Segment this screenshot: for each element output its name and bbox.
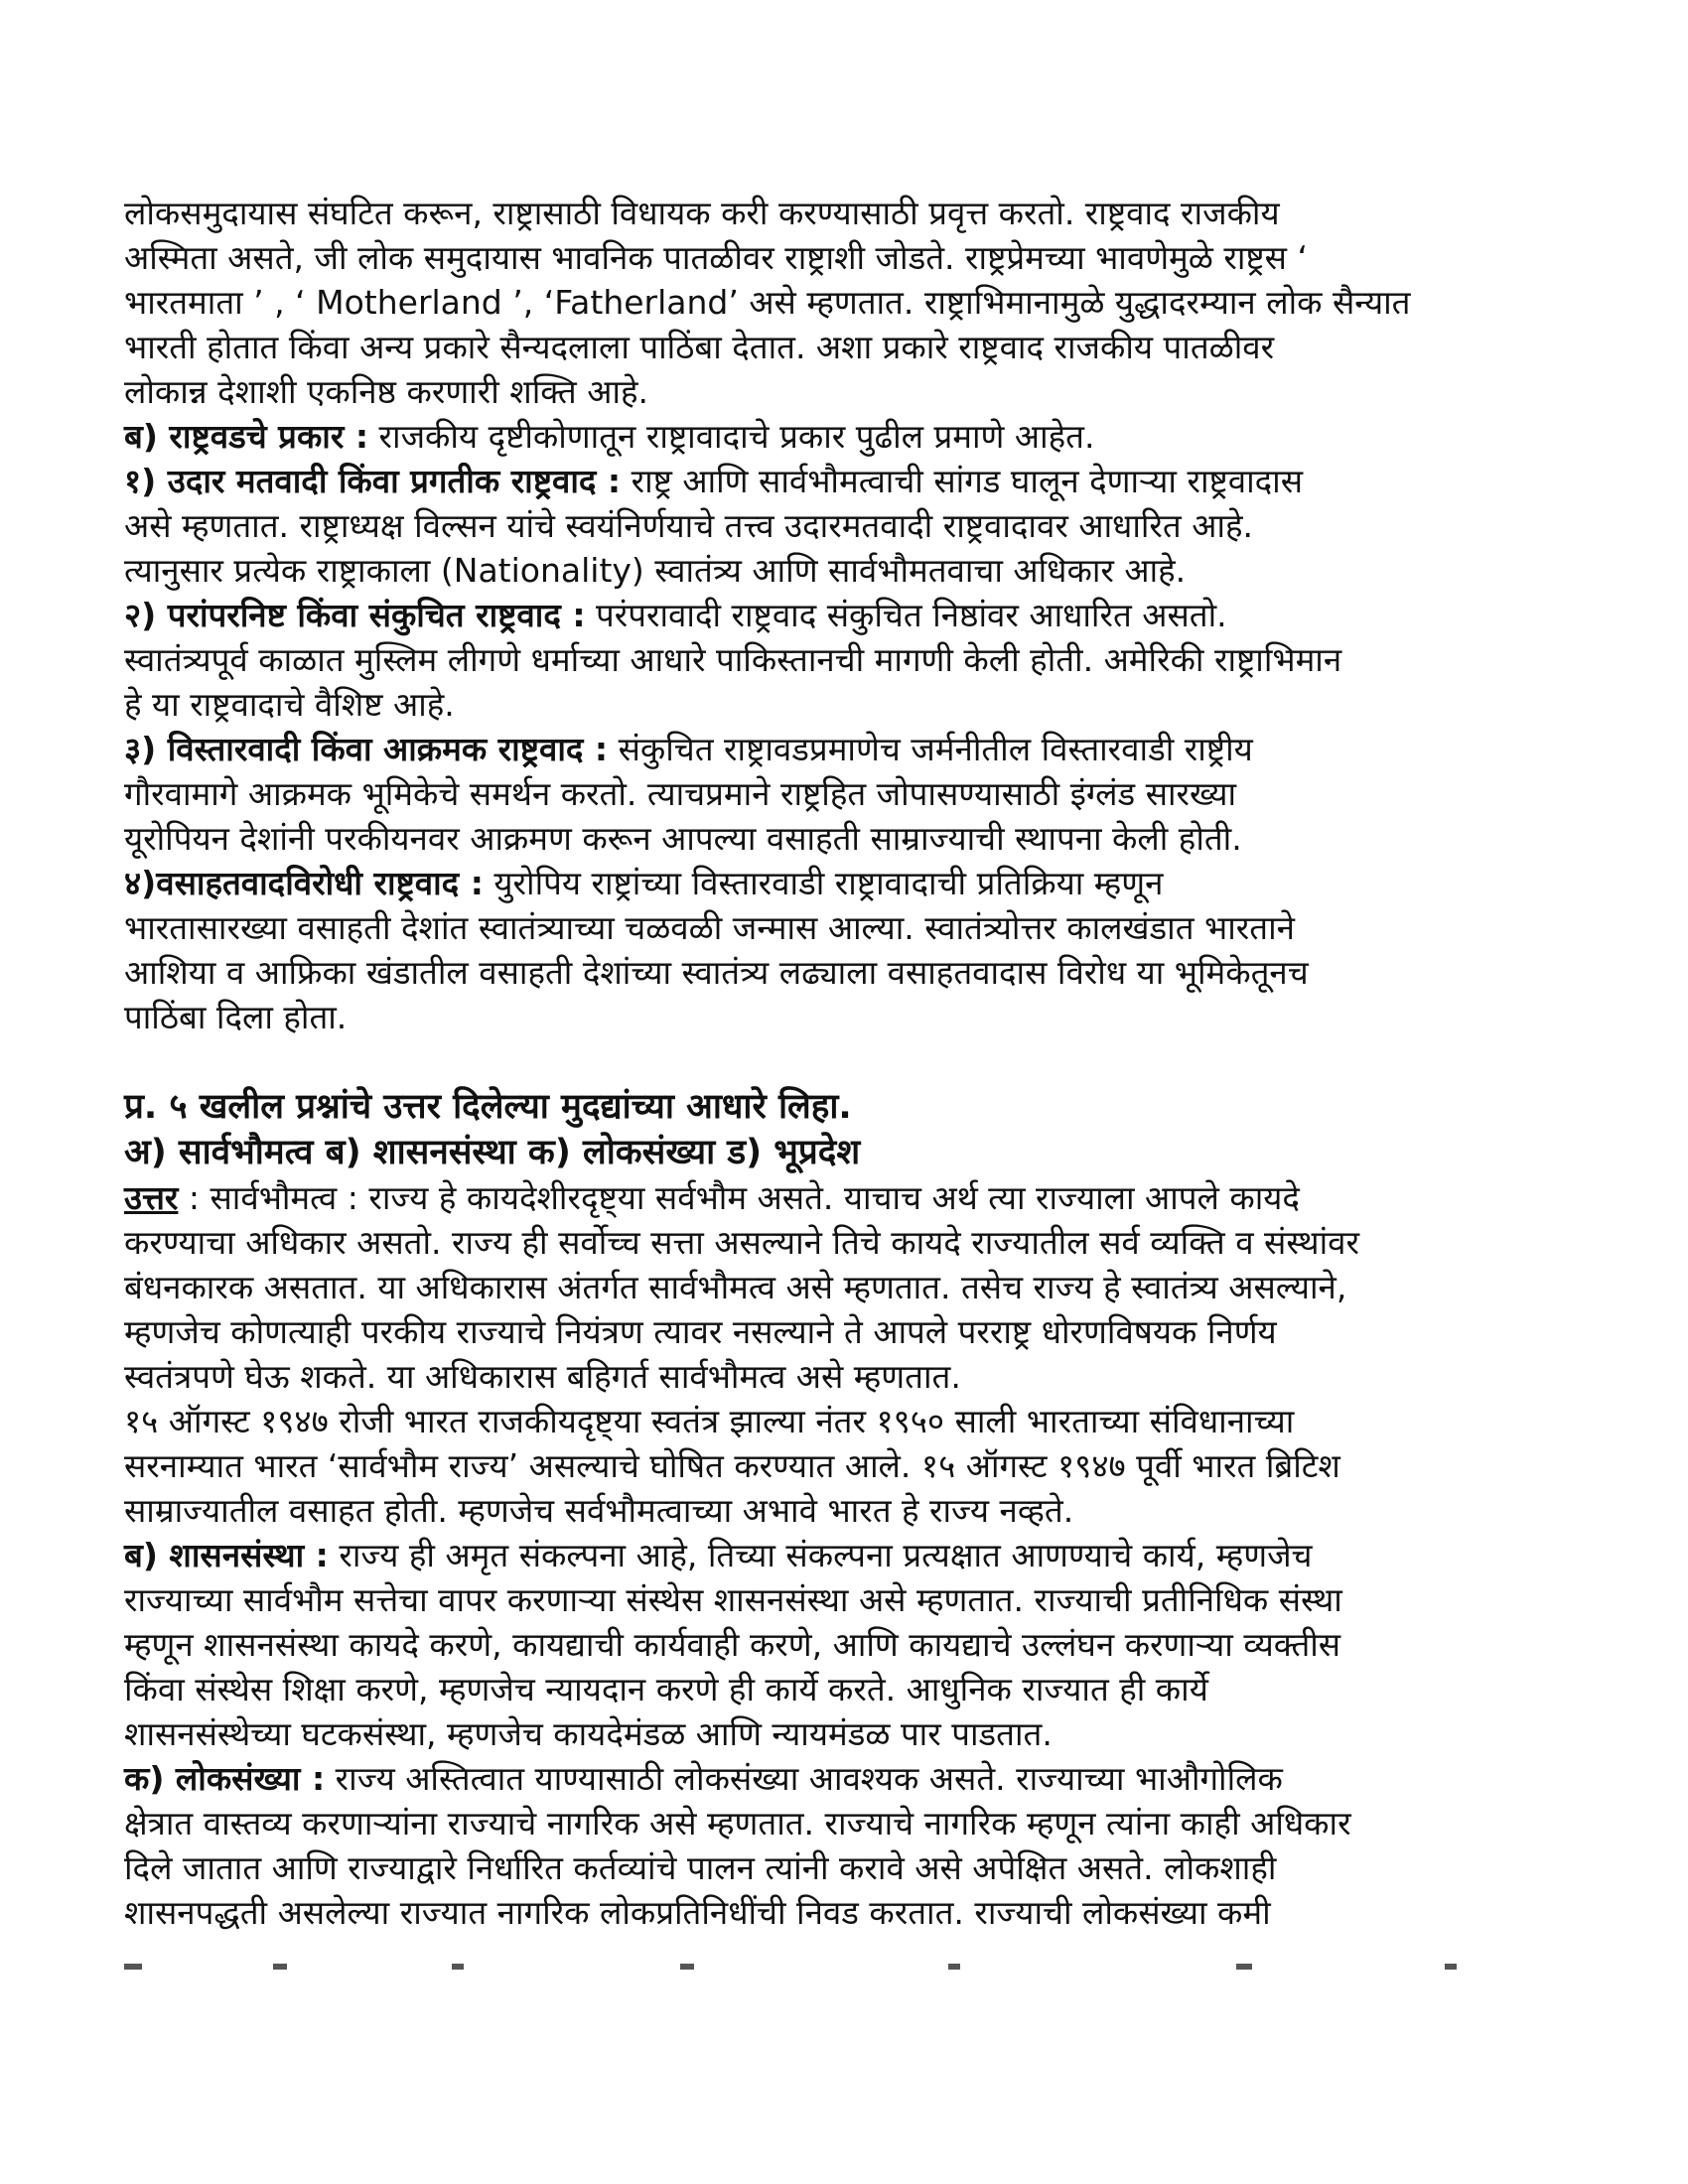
type-1-continued: असे म्हणतात. राष्ट्राध्यक्ष विल्सन यांचे स्वयंनिर्णयाचे तत्त्व उदारमतवादी राष्ट्रवादावर आधारित आहे. — [124, 506, 1253, 545]
answer-continued: साम्राज्यातील वसाहत होती. म्हणजेच सर्वभौमत्वाच्या अभावे भारत हे राज्य नव्हते. — [124, 1491, 1074, 1530]
question-5-points: अ) सार्वभौमत्व ब) शासनसंस्था क) लोकसंख्या ड) भूप्रदेश — [124, 1133, 861, 1172]
types-heading-text: राजकीय दृष्टीकोणातून राष्ट्रावादाचे प्रकार पुढील प्रमाणे आहेत. — [368, 417, 1095, 456]
type-3-label: ३) विस्तारवादी किंवा आक्रमक राष्ट्रवाद : — [124, 730, 609, 768]
government-continued: म्हणून शासनसंस्था कायदे करणे, कायद्याची कार्यवाही करणे, आणि कायद्याचे उल्लंघन करणाऱ्या व्यक्तीस — [124, 1625, 1341, 1664]
government-line — [124, 1533, 1574, 1577]
population-continued: शासनपद्धती असलेल्या राज्यात नागरिक लोकप्रतिनिधींची निवड करतात. राज्याची लोकसंख्या कमी — [124, 1893, 1271, 1932]
government-label: ब) शासनसंस्था : — [124, 1536, 329, 1574]
type-3-continued: गौरवामागे आक्रमक भूमिकेचे समर्थन करतो. त्याचप्रमाने राष्ट्रहित जोपासण्यासाठी इंग्लंड सारख्या — [124, 774, 1237, 813]
type-3-text: संकुचित राष्ट्रावडप्रमाणेच जर्मनीतील विस्तारवाडी राष्ट्रीय — [608, 730, 1253, 768]
intro-line: अस्मिता असते, जी लोक समुदायास भावनिक पातळीवर राष्ट्राशी जोडते. राष्ट्रप्रेमच्या भावणेमुळे राष्ट्रस ‘ — [124, 238, 1308, 277]
type-4-continued: भारतासारख्या वसाहती देशांत स्वातंत्र्याच्या चळवळी जन्मास आल्या. स्वातंत्र्योत्तर कालखंडात भारताने — [124, 908, 1295, 947]
type-1-label: १) उदार मतवादी किंवा प्रगतीक राष्ट्रवाद : — [124, 462, 622, 500]
type-2-text: परंपरावादी राष्ट्रवाद संकुचित निष्ठांवर आधारित असतो. — [585, 596, 1227, 634]
document-page — [124, 191, 1574, 1935]
section-spacer — [124, 1039, 1574, 1084]
type-1-line — [124, 459, 1574, 503]
question-5-title: प्र. ५ खलील प्रश्नांचे उत्तर दिलेल्या मुदद्यांच्या आधारे लिहा. — [124, 1087, 852, 1127]
intro-line: भारतमाता ’ , ‘ Motherland ’, ‘Fatherland’ असे म्हणतात. राष्ट्राभिमानामुळे युद्धादरम्यान लोक सैन्यात — [124, 283, 1411, 322]
type-1-text: राष्ट्र आणि सार्वभौमत्वाची सांगड घालून देणाऱ्या राष्ट्रवादास — [621, 462, 1304, 500]
answer-continued: बंधनकारक असतात. या अधिकारास अंतर्गत सार्वभौमत्व असे म्हणतात. तसेच राज्य हे स्वातंत्र्य असल्याने, — [124, 1268, 1347, 1306]
population-text: राज्य अस्तित्वात याण्यासाठी लोकसंख्या आवश्यक असते. राज्याच्या भाऔगोलिक — [325, 1759, 1283, 1798]
government-continued: राज्याच्या सार्वभौम सत्तेचा वापर करणाऱ्या संस्थेस शासनसंस्था असे म्हणतात. राज्याची प्रतीनिधिक संस्था — [124, 1580, 1342, 1619]
government-continued: शासनसंस्थेच्या घटकसंस्था, म्हणजेच कायदेमंडळ आणि न्यायमंडळ पार पाडतात. — [124, 1714, 1053, 1753]
population-continued: दिले जातात आणि राज्याद्वारे निर्धारित कर्तव्यांचे पालन त्यांनी करावे असे अपेक्षित असते. लोकशाही — [124, 1848, 1277, 1887]
type-4-continued: आशिया व आफ्रिका खंडातील वसाहती देशांच्या स्वातंत्र्य लढ्याला वसाहतवादास विरोध या भूमिकेतूनच — [124, 953, 1309, 992]
type-4-text: युरोपिय राष्ट्रांच्या विस्तारवाडी राष्ट्रावादाची प्रतिक्रिया म्हणून — [483, 864, 1164, 902]
type-4-line — [124, 861, 1574, 905]
intro-line: भारती होतात किंवा अन्य प्रकारे सैन्यदलाला पाठिंबा देतात. अशा प्रकारे राष्ट्रवाद राजकीय पातळीवर — [124, 328, 1275, 366]
population-label: क) लोकसंख्या : — [124, 1759, 326, 1798]
types-heading-line — [124, 414, 1574, 459]
intro-line: लोकान्न देशाशी एकनिष्ठ करणारी शक्ति आहे. — [124, 372, 648, 411]
answer-continued: १५ ऑगस्ट १९४७ रोजी भारत राजकीयदृष्ट्या स्वतंत्र झाल्या नंतर १९५० साली भारताच्या संविधानाच्या — [124, 1402, 1295, 1440]
cropped-text-line — [124, 1964, 1574, 1979]
government-continued: किंवा संस्थेस शिक्षा करणे, म्हणजेच न्यायदान करणे ही कार्ये करते. आधुनिक राज्यात ही कार्ये — [124, 1670, 1208, 1708]
type-2-label: २) परांपरनिष्ट किंवा संकुचित राष्ट्रवाद : — [124, 596, 586, 634]
answer-label: उत्तर — [124, 1178, 179, 1217]
answer-text: : सार्वभौमत्व : राज्य हे कायदेशीरदृष्ट्या सर्वभौम असते. याचाच अर्थ त्या राज्याला आपले कायदे — [178, 1178, 1300, 1217]
population-continued: क्षेत्रात वास्तव्य करणाऱ्यांना राज्याचे नागरिक असे म्हणतात. राज्याचे नागरिक म्हणून त्यांना काही अधिकार — [124, 1804, 1351, 1843]
government-text: राज्य ही अमृत संकल्पना आहे, तिच्या संकल्पना प्रत्यक्षात आणण्याचे कार्य, म्हणजेच — [328, 1536, 1313, 1574]
type-1-continued: त्यानुसार प्रत्येक राष्ट्राकाला (Nationality) स्वातंत्र्य आणि सार्वभौमतवाचा अधिकार आहे. — [124, 551, 1187, 590]
intro-line: लोकसमुदायास संघटित करून, राष्ट्रासाठी विधायक करी करण्यासाठी प्रवृत्त करतो. राष्ट्रवाद राजकीय — [124, 194, 1280, 232]
type-4-continued: पाठिंबा दिला होता. — [124, 998, 348, 1036]
type-4-label: ४)वसाहतवादविरोधी राष्ट्रवाद : — [124, 864, 484, 902]
answer-line — [124, 1175, 1574, 1220]
types-heading: ब) राष्ट्रवडचे प्रकार : — [124, 417, 369, 456]
type-2-continued: स्वातंत्र्यपूर्व काळात मुस्लिम लीगणे धर्माच्या आधारे पाकिस्तानची मागणी केली होती. अमेरिकी राष्ट्राभिमान — [124, 640, 1342, 679]
answer-continued: करण्याचा अधिकार असतो. राज्य ही सर्वोच्च सत्ता असल्याने तिचे कायदे राज्यातील सर्व व्यक्ति व संस्थांवर — [124, 1223, 1360, 1262]
type-2-continued: हे या राष्ट्रवादाचे वैशिष्ट आहे. — [124, 685, 455, 724]
answer-continued: सरनाम्यात भारत ‘सार्वभौम राज्य’ असल्याचे घोषित करण्यात आले. १५ ऑगस्ट १९४७ पूर्वी भारत ब्रिटिश — [124, 1446, 1340, 1485]
type-2-line — [124, 593, 1574, 637]
type-3-line — [124, 727, 1574, 771]
population-line — [124, 1756, 1574, 1801]
answer-continued: स्वतंत्रपणे घेऊ शकते. या अधिकारास बहिगर्त सार्वभौमत्व असे म्हणतात. — [124, 1357, 961, 1396]
answer-continued: म्हणजेच कोणत्याही परकीय राज्याचे नियंत्रण त्यावर नसल्याने ते आपले परराष्ट्र धोरणविषयक निर्णय — [124, 1312, 1277, 1351]
type-3-continued: यूरोपियन देशांनी परकीयनवर आक्रमण करून आपल्या वसाहती साम्राज्याची स्थापना केली होती. — [124, 819, 1242, 858]
